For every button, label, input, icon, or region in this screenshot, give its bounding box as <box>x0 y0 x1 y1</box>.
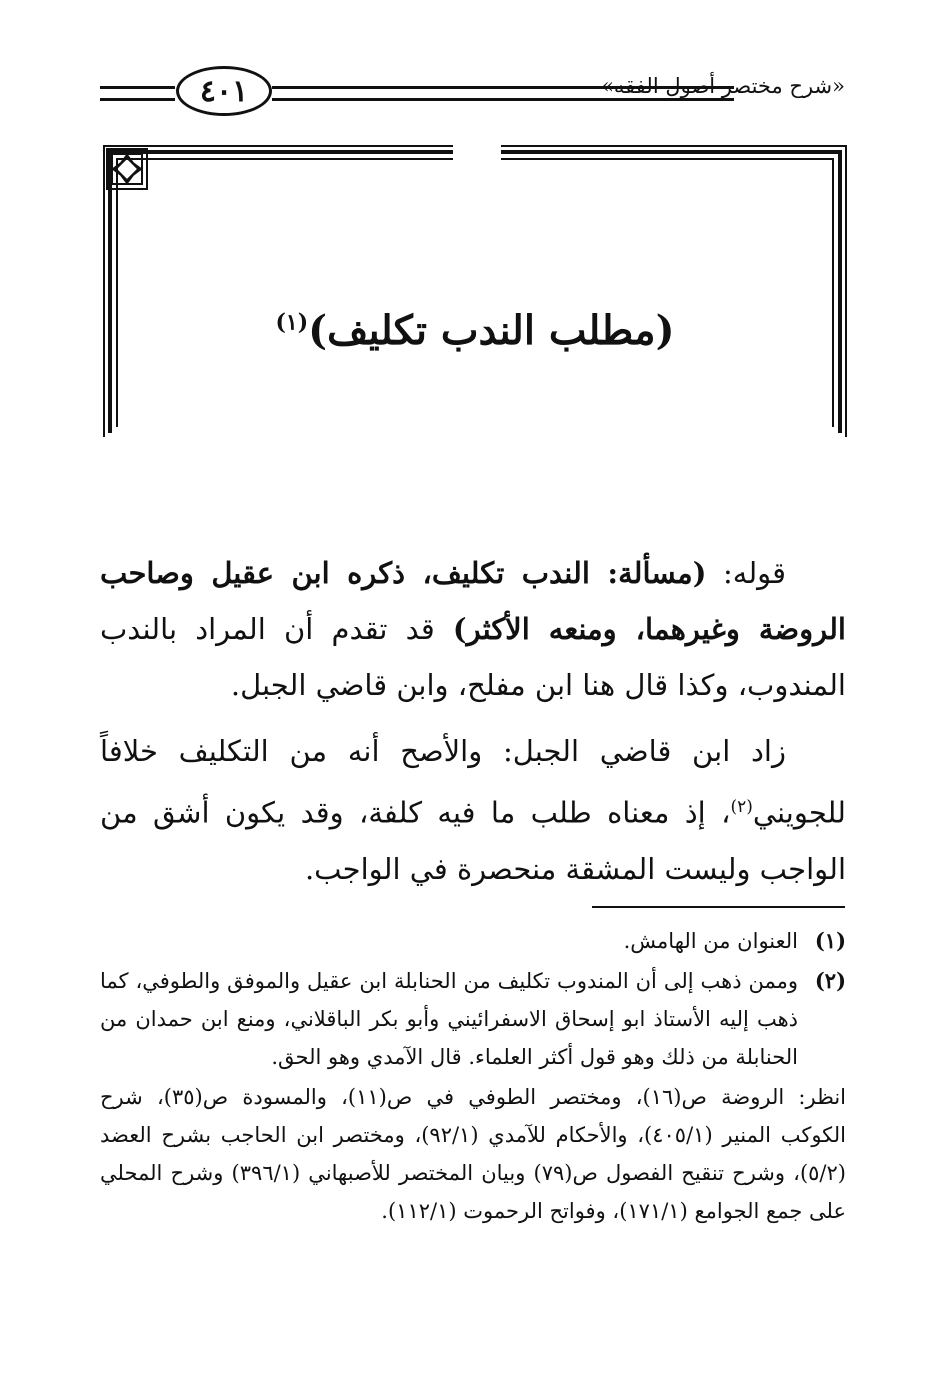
footnote-2-references <box>100 1078 846 1230</box>
footnote-1-text: العنوان من الهامش. <box>623 929 798 953</box>
header-rule-left <box>100 86 175 101</box>
chapter-footnote-marker: (١) <box>275 309 309 336</box>
page-header <box>100 66 845 126</box>
p1-rest: قد تقدم أن المراد بالندب المندوب، وكذا قال هنا ابن مفلح، وابن قاضي الجبل. <box>100 612 846 702</box>
chapter-frame <box>103 145 847 437</box>
footnote-2-text: وممن ذهب إلى أن المندوب تكليف من الحنابلة ابن عقيل والموفق والطوفي، كما ذهب إليه الأستاذ ابو إسحاق الاسفرائيني وأبو بكر الباقلاني، ومنع ابن حمدان من الحنابلة من ذلك وهو قول أكثر العلماء. قال الآمدي وهو الحق. <box>100 969 798 1069</box>
p1-quote: (مسألة: الندب تكليف، ذكره ابن عقيل وصاحب الروضة وغيرهما، ومنعه الأكثر) <box>100 556 846 646</box>
paragraph-2 <box>100 723 846 897</box>
footnote-2 <box>100 962 846 1076</box>
p2-start: زاد ابن قاضي الجبل: والأصح أنه من التكليف خلافاً للجويني <box>100 734 846 830</box>
footnote-2-number: (٢) <box>814 968 846 993</box>
main-text <box>100 545 846 907</box>
chapter-title-text: (مطلب الندب تكليف) <box>308 307 675 354</box>
p1-intro: قوله: <box>706 556 786 590</box>
footnote-2-references-text: انظر: الروضة ص(١٦)، ومختصر الطوفي في ص(١١)، والمسودة ص(٣٥)، شرح الكوكب المنير (٤٠٥/١)، والأحكام للآمدي (٩٢/١)، ومختصر ابن الحاجب بشرح العضد (٥/٢)، وشرح تنقيح الفصول ص(٧٩) وبيان المختصر للأصبهاني (٣٩٦/١) وشرح المحلي على جمع الجوامع (١٧١/١)، وفواتح الرحموت (١١٢/١). <box>100 1085 847 1223</box>
book-title: «شرح مختصر أصول الفقه» <box>601 74 845 98</box>
chapter-title <box>103 307 847 354</box>
footnote-1-number: (١) <box>814 928 846 953</box>
page-number: ٤٠١ <box>176 66 272 116</box>
footnote-separator <box>592 906 845 908</box>
p2-end: ، إذ معناه طلب ما فيه كلفة، وقد يكون أشق من الواجب وليست المشقة منحصرة في الواجب. <box>100 795 846 886</box>
footnote-1 <box>100 922 846 960</box>
p2-footnote-marker: (٢) <box>730 797 753 817</box>
footnotes <box>100 922 846 1232</box>
star-ornament-icon <box>103 145 151 193</box>
frame-border <box>103 145 847 437</box>
paragraph-1 <box>100 545 846 713</box>
